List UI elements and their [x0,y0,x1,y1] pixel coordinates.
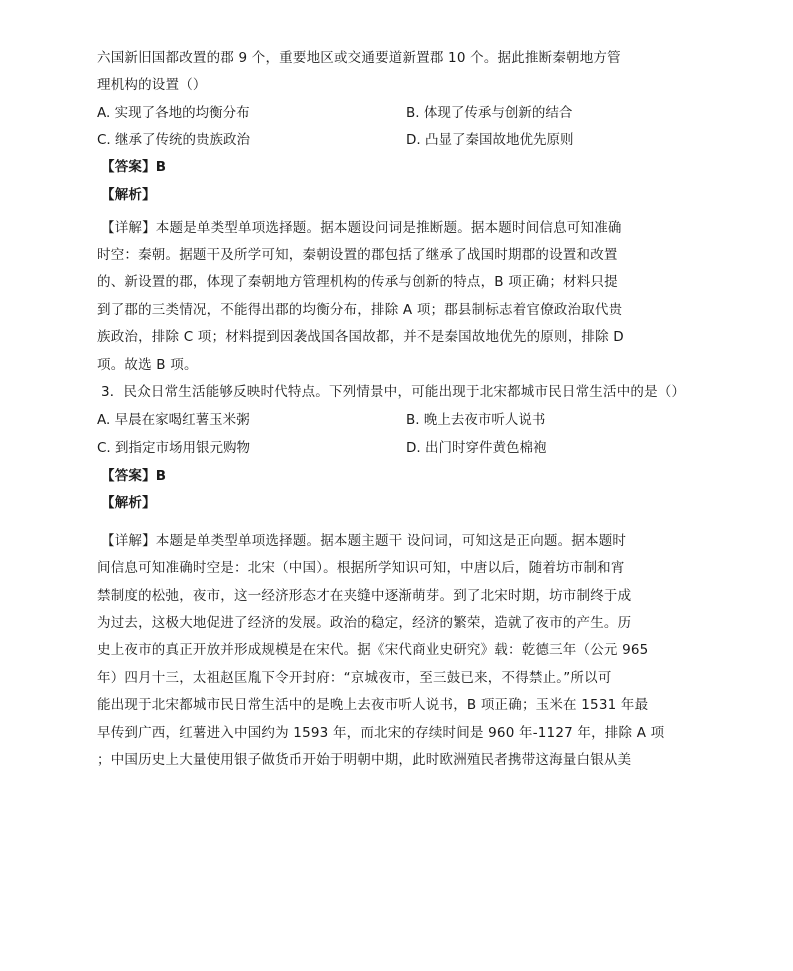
q3-detail-line-8: 早传到广西，红薯进入中国约为 1593 年，而北宋的存续时间是 960 年-1127 年，排除 A 项 [97,725,665,741]
q2-stem-line-2: 理机构的设置（） [97,77,207,93]
q3-option-a: A. 早晨在家喝红薯玉米粥 [97,412,250,428]
q2-detail-line-2: 时空：秦朝。据题干及所学可知，秦朝设置的郡包括了继承了战国时期郡的设置和改置 [97,247,618,263]
q3-detail-line-4: 为过去，这极大地促进了经济的发展。政治的稳定，经济的繁荣，造就了夜市的产生。历 [97,615,632,631]
q3-option-c: C. 到指定市场用银元购物 [97,440,251,456]
q3-analysis-label: 【解析】 [101,495,156,511]
q3-detail-line-3: 禁制度的松弛，夜市，这一经济形态才在夹缝中逐渐萌芽。到了北宋时期，坊市制终于成 [97,588,632,604]
q3-stem: 3．民众日常生活能够反映时代特点。下列情景中，可能出现于北宋都城市民日常生活中的是（） [101,384,686,400]
q2-detail-line-3: 的、新设置的郡，体现了秦朝地方管理机构的传承与创新的特点，B 项正确；材料只提 [97,274,618,290]
q2-stem-line-1: 六国新旧国都改置的郡 9 个，重要地区或交通要道新置郡 10 个。据此推断秦朝地方管 [97,50,621,66]
q2-option-c: C. 继承了传统的贵族政治 [97,132,251,148]
q3-option-b: B. 晚上去夜市听人说书 [406,412,546,428]
q3-detail-line-2: 间信息可知准确时空是：北宋（中国）。根据所学知识可知，中唐以后，随着坊市制和宵 [97,560,625,576]
q2-detail-line-1: 【详解】本题是单类型单项选择题。据本题设问词是推断题。据本题时间信息可知准确 [101,220,622,236]
q2-option-a: A. 实现了各地的均衡分布 [97,105,250,121]
q3-detail-line-5: 史上夜市的真正开放并形成规模是在宋代。据《宋代商业史研究》载：乾德三年（公元 965 [97,642,649,658]
q2-detail-line-4: 到了郡的三类情况，不能得出郡的均衡分布，排除 A 项；郡县制标志着官僚政治取代贵 [97,302,623,318]
q2-detail-line-5: 族政治，排除 C 项；材料提到因袭战国各国故都，并不是秦国故地优先的原则，排除 D [97,329,624,345]
q2-option-d: D. 凸显了秦国故地优先原则 [406,132,574,148]
q3-answer: 【答案】B [101,468,167,484]
q2-analysis-label: 【解析】 [101,187,156,203]
q3-detail-line-9: ；中国历史上大量使用银子做货币开始于明朝中期，此时欧洲殖民者携带这海量白银从美 [97,752,632,768]
q3-detail-line-6: 年）四月十三，太祖赵匡胤下令开封府：“京城夜市，至三鼓已来，不得禁止。”所以可 [97,670,612,686]
q2-detail-line-6: 项。故选 B 项。 [97,357,198,373]
q3-detail-line-1: 【详解】本题是单类型单项选择题。据本题主题干 设问词，可知这是正向题。据本题时 [101,533,627,549]
q2-answer: 【答案】B [101,159,167,175]
q3-option-d: D. 出门时穿件黄色棉袍 [406,440,547,456]
q3-detail-line-7: 能出现于北宋都城市民日常生活中的是晚上去夜市听人说书，B 项正确；玉米在 1531 年最 [97,697,649,713]
q2-option-b: B. 体现了传承与创新的结合 [406,105,573,121]
